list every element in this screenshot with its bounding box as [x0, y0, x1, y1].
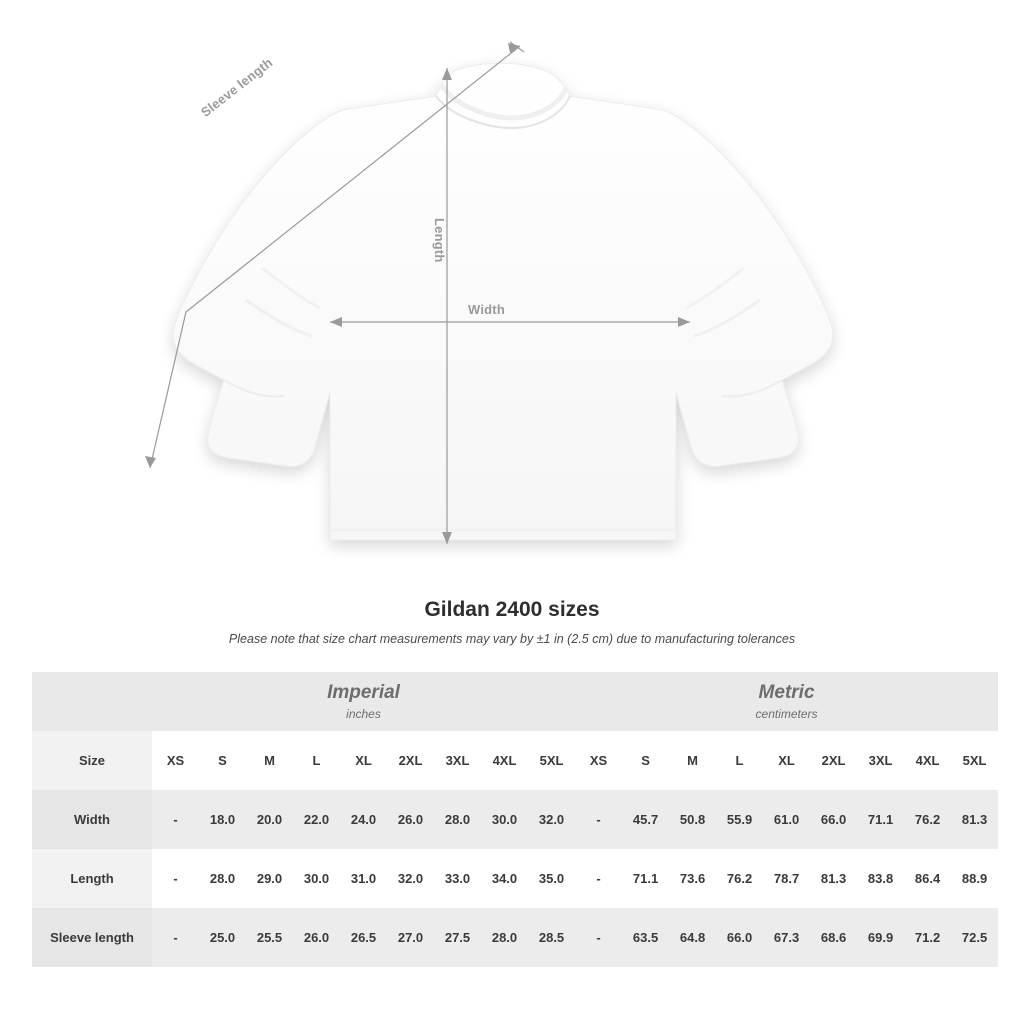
cell-metric-5xl: 72.5	[951, 908, 998, 967]
system-imperial-name: Imperial	[327, 682, 400, 704]
width-label: Width	[468, 302, 505, 317]
system-imperial-cell	[152, 672, 575, 731]
cell-metric-m: 73.6	[669, 849, 716, 908]
system-metric-name: Metric	[758, 682, 815, 704]
cell-imperial-xl: 31.0	[340, 849, 387, 908]
cell-metric-xl: 78.7	[763, 849, 810, 908]
table-row	[32, 849, 998, 908]
size-header-metric-m: M	[669, 731, 716, 790]
cell-metric-l: 55.9	[716, 790, 763, 849]
title-block	[0, 598, 1024, 646]
cell-imperial-2xl: 26.0	[387, 790, 434, 849]
cell-imperial-5xl: 28.5	[528, 908, 575, 967]
cell-metric-s: 45.7	[622, 790, 669, 849]
size-header-imperial-s: S	[199, 731, 246, 790]
cell-metric-4xl: 71.2	[904, 908, 951, 967]
table-row	[32, 790, 998, 849]
cell-imperial-l: 30.0	[293, 849, 340, 908]
system-metric-unit: centimeters	[755, 706, 818, 721]
system-imperial-unit: inches	[346, 706, 381, 721]
cell-metric-s: 63.5	[622, 908, 669, 967]
cell-imperial-m: 25.5	[246, 908, 293, 967]
table-row	[32, 908, 998, 967]
cell-metric-2xl: 81.3	[810, 849, 857, 908]
size-header-imperial-2xl: 2XL	[387, 731, 434, 790]
length-label: Length	[432, 218, 447, 263]
cell-metric-m: 50.8	[669, 790, 716, 849]
cell-metric-xl: 67.3	[763, 908, 810, 967]
size-header-metric-3xl: 3XL	[857, 731, 904, 790]
row-label: Length	[32, 849, 152, 908]
cell-metric-4xl: 76.2	[904, 790, 951, 849]
cell-imperial-s: 28.0	[199, 849, 246, 908]
cell-imperial-s: 25.0	[199, 908, 246, 967]
cell-imperial-3xl: 28.0	[434, 790, 481, 849]
cell-metric-2xl: 66.0	[810, 790, 857, 849]
size-header-metric-xl: XL	[763, 731, 810, 790]
system-header-row	[32, 672, 998, 731]
cell-imperial-4xl: 30.0	[481, 790, 528, 849]
sleeve-length-label: Sleeve length	[198, 54, 276, 120]
cell-imperial-l: 22.0	[293, 790, 340, 849]
size-header-metric-l: L	[716, 731, 763, 790]
cell-metric-l: 76.2	[716, 849, 763, 908]
cell-metric-2xl: 68.6	[810, 908, 857, 967]
cell-metric-5xl: 81.3	[951, 790, 998, 849]
size-header-imperial-xl: XL	[340, 731, 387, 790]
cell-imperial-5xl: 32.0	[528, 790, 575, 849]
size-header-metric-5xl: 5XL	[951, 731, 998, 790]
cell-imperial-xs: -	[152, 908, 199, 967]
size-header-metric-xs: XS	[575, 731, 622, 790]
page-title: Gildan 2400 sizes	[424, 598, 600, 621]
size-header-imperial-3xl: 3XL	[434, 731, 481, 790]
cell-imperial-5xl: 35.0	[528, 849, 575, 908]
size-table	[32, 672, 998, 967]
cell-metric-xl: 61.0	[763, 790, 810, 849]
cell-metric-l: 66.0	[716, 908, 763, 967]
sleeve-arrow-bottom	[145, 456, 156, 468]
cell-imperial-2xl: 27.0	[387, 908, 434, 967]
size-header-imperial-xs: XS	[152, 731, 199, 790]
cell-imperial-l: 26.0	[293, 908, 340, 967]
tolerance-note: Please note that size chart measurements may vary by ±1 in (2.5 cm) due to manufacturing tolerances	[228, 632, 796, 646]
size-header-metric-s: S	[622, 731, 669, 790]
cell-imperial-m: 29.0	[246, 849, 293, 908]
size-header-imperial-l: L	[293, 731, 340, 790]
system-metric-cell	[575, 672, 998, 731]
cell-imperial-m: 20.0	[246, 790, 293, 849]
row-label: Width	[32, 790, 152, 849]
size-table-wrap	[32, 672, 992, 967]
cell-imperial-4xl: 34.0	[481, 849, 528, 908]
cell-imperial-xl: 24.0	[340, 790, 387, 849]
cell-metric-3xl: 71.1	[857, 790, 904, 849]
system-header-blank	[32, 672, 152, 731]
row-label: Sleeve length	[32, 908, 152, 967]
cell-metric-xs: -	[575, 908, 622, 967]
cell-imperial-3xl: 27.5	[434, 908, 481, 967]
cell-metric-4xl: 86.4	[904, 849, 951, 908]
cell-imperial-xs: -	[152, 790, 199, 849]
size-header-imperial-m: M	[246, 731, 293, 790]
size-header-row	[32, 731, 998, 790]
cell-imperial-xl: 26.5	[340, 908, 387, 967]
cell-imperial-xs: -	[152, 849, 199, 908]
cell-metric-3xl: 69.9	[857, 908, 904, 967]
size-header-metric-4xl: 4XL	[904, 731, 951, 790]
size-label-cell: Size	[32, 731, 152, 790]
cell-metric-s: 71.1	[622, 849, 669, 908]
cell-imperial-s: 18.0	[199, 790, 246, 849]
cell-imperial-3xl: 33.0	[434, 849, 481, 908]
size-header-imperial-4xl: 4XL	[481, 731, 528, 790]
cell-imperial-2xl: 32.0	[387, 849, 434, 908]
cell-metric-xs: -	[575, 849, 622, 908]
size-header-imperial-5xl: 5XL	[528, 731, 575, 790]
cell-metric-m: 64.8	[669, 908, 716, 967]
size-header-metric-2xl: 2XL	[810, 731, 857, 790]
cell-imperial-4xl: 28.0	[481, 908, 528, 967]
cell-metric-xs: -	[575, 790, 622, 849]
cell-metric-5xl: 88.9	[951, 849, 998, 908]
cell-metric-3xl: 83.8	[857, 849, 904, 908]
